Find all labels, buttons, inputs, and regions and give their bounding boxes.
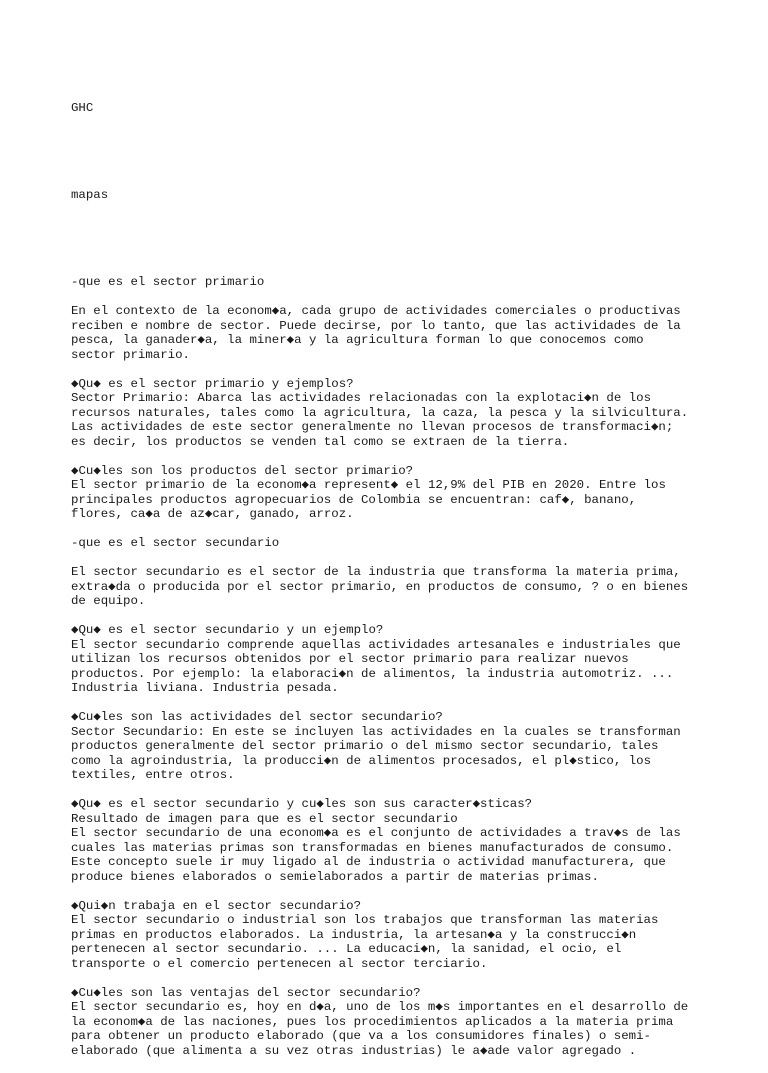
paragraph-line: pertenecen al sector secundario. ... La educaci◆n, la sanidad, el ocio, el xyxy=(71,942,622,956)
paragraph-line: productos generalmente del sector primario o del mismo sector secundario, tales xyxy=(71,739,659,753)
document-subtitle: mapas xyxy=(71,188,109,202)
paragraph-line: flores, ca◆a de az◆car, ganado, arroz. xyxy=(71,507,354,521)
paragraph xyxy=(71,464,711,522)
paragraph-line: sector primario. xyxy=(71,347,190,362)
spacer xyxy=(71,145,711,160)
paragraph-line: extra◆da o producida por el sector primario, en productos de consumo, ? o en bienes xyxy=(71,579,689,594)
spacer xyxy=(71,290,711,305)
spacer xyxy=(71,609,711,624)
spacer xyxy=(71,522,711,537)
section-heading: -que es el sector primario xyxy=(71,275,265,289)
section-heading: ◆Cu◆les son las ventajas del sector secundario? xyxy=(71,985,421,1000)
spacer xyxy=(71,696,711,711)
section-heading: ◆Cu◆les son las actividades del sector secundario? xyxy=(71,710,443,724)
paragraph-line: Sector Primario: Abarca las actividades relacionadas con la explotaci◆n de los xyxy=(71,391,652,405)
paragraph-line: elaborado (que alimenta a su vez otras industrias) le a◆ade valor agregado . xyxy=(71,1043,637,1058)
section-heading: ◆Qu◆ es el sector secundario y un ejemplo? xyxy=(71,623,384,637)
document-title: GHC xyxy=(71,101,94,115)
paragraph xyxy=(71,536,711,551)
paragraph-line: principales productos agropecuarios de Colombia se encuentran: caf◆, banano, xyxy=(71,492,637,507)
paragraph xyxy=(71,565,711,609)
spacer xyxy=(71,884,711,899)
paragraph xyxy=(71,797,711,884)
spacer xyxy=(71,362,711,377)
paragraph-line: En el contexto de la econom◆a, cada grupo de actividades comerciales o productivas xyxy=(71,304,681,318)
paragraph-line: Resultado de imagen para que es el sector secundario xyxy=(71,811,458,826)
paragraph-line: productos. Por ejemplo: la elaboraci◆n de alimentos, la industria automotriz. ... xyxy=(71,666,674,681)
paragraph-line: Las actividades de este sector generalmente no llevan procesos de transformaci◆n; xyxy=(71,420,674,434)
spacer xyxy=(71,232,711,247)
paragraph-line: de equipo. xyxy=(71,594,146,608)
paragraph xyxy=(71,275,711,290)
paragraph xyxy=(71,986,711,1059)
spacer xyxy=(71,783,711,798)
paragraph xyxy=(71,623,711,696)
paragraph xyxy=(71,377,711,450)
paragraph-line: reciben e nombre de sector. Puede decirse, por lo tanto, que las actividades de la xyxy=(71,318,681,333)
paragraph xyxy=(71,710,711,783)
paragraph-line: El sector secundario es, hoy en d◆a, uno de los m◆s importantes en el desarrollo de xyxy=(71,1000,689,1014)
document-body xyxy=(71,72,711,1073)
document-sections xyxy=(71,275,711,1058)
section-heading: ◆Qui◆n trabaja en el sector secundario? xyxy=(71,898,362,913)
paragraph-line: utilizan los recursos obtenidos por el sector primario para realizar nuevos xyxy=(71,652,629,666)
paragraph-line: primas en productos elaborados. La industria, la artesan◆a y la construcci◆n xyxy=(71,927,637,942)
paragraph-line: es decir, los productos se venden tal como se extraen de la tierra. xyxy=(71,434,570,449)
spacer xyxy=(71,449,711,464)
paragraph xyxy=(71,899,711,972)
spacer xyxy=(71,551,711,566)
section-heading: ◆Qu◆ es el sector secundario y cu◆les son sus caracter◆sticas? xyxy=(71,797,533,811)
paragraph-line: para obtener un producto elaborado (que va a los consumidores finales) o semi- xyxy=(71,1029,651,1043)
paragraph-line: cuales las materias primas son transformadas en bienes manufacturados de consumo. xyxy=(71,840,674,855)
paragraph-line: recursos naturales, tales como la agricultura, la caza, la pesca y la silvicultura. xyxy=(71,405,689,420)
paragraph-line: produce bienes elaborados o semielaborados a partir de materias primas. xyxy=(71,869,599,884)
paragraph-line: El sector secundario es el sector de la industria que transforma la materia prima, xyxy=(71,565,681,579)
paragraph-line: Industria liviana. Industria pesada. xyxy=(71,681,339,695)
section-heading: ◆Cu◆les son los productos del sector primario? xyxy=(71,463,414,478)
paragraph-line: la econom◆a de las naciones, pues los procedimientos aplicados a la materia prima xyxy=(71,1014,674,1029)
paragraph-line: El sector secundario o industrial son los trabajos que transforman las materias xyxy=(71,913,659,927)
spacer xyxy=(71,971,711,986)
paragraph-line: El sector secundario de una econom◆a es el conjunto de actividades a trav◆s de las xyxy=(71,826,681,840)
paragraph xyxy=(71,304,711,362)
paragraph-line: transporte o el comercio pertenecen al sector terciario. xyxy=(71,956,488,971)
paragraph-line: El sector primario de la econom◆a represent◆ el 12,9% del PIB en 2020. Entre los xyxy=(71,478,666,492)
paragraph-line: Este concepto suele ir muy ligado al de industria o actividad manufacturera, que xyxy=(71,855,666,869)
paragraph-line: textiles, entre otros. xyxy=(71,768,235,782)
section-heading: ◆Qu◆ es el sector primario y ejemplos? xyxy=(71,376,354,391)
paragraph-line: Sector Secundario: En este se incluyen las actividades en la cuales se transforman xyxy=(71,724,681,739)
paragraph-line: pesca, la ganader◆a, la miner◆a y la agricultura forman lo que conocemos como xyxy=(71,333,644,347)
paragraph-line: El sector secundario comprende aquellas actividades artesanales e industriales que xyxy=(71,637,681,652)
section-heading: -que es el sector secundario xyxy=(71,536,280,550)
paragraph-line: como la agroindustria, la producci◆n de alimentos procesados, el pl◆stico, los xyxy=(71,753,652,768)
